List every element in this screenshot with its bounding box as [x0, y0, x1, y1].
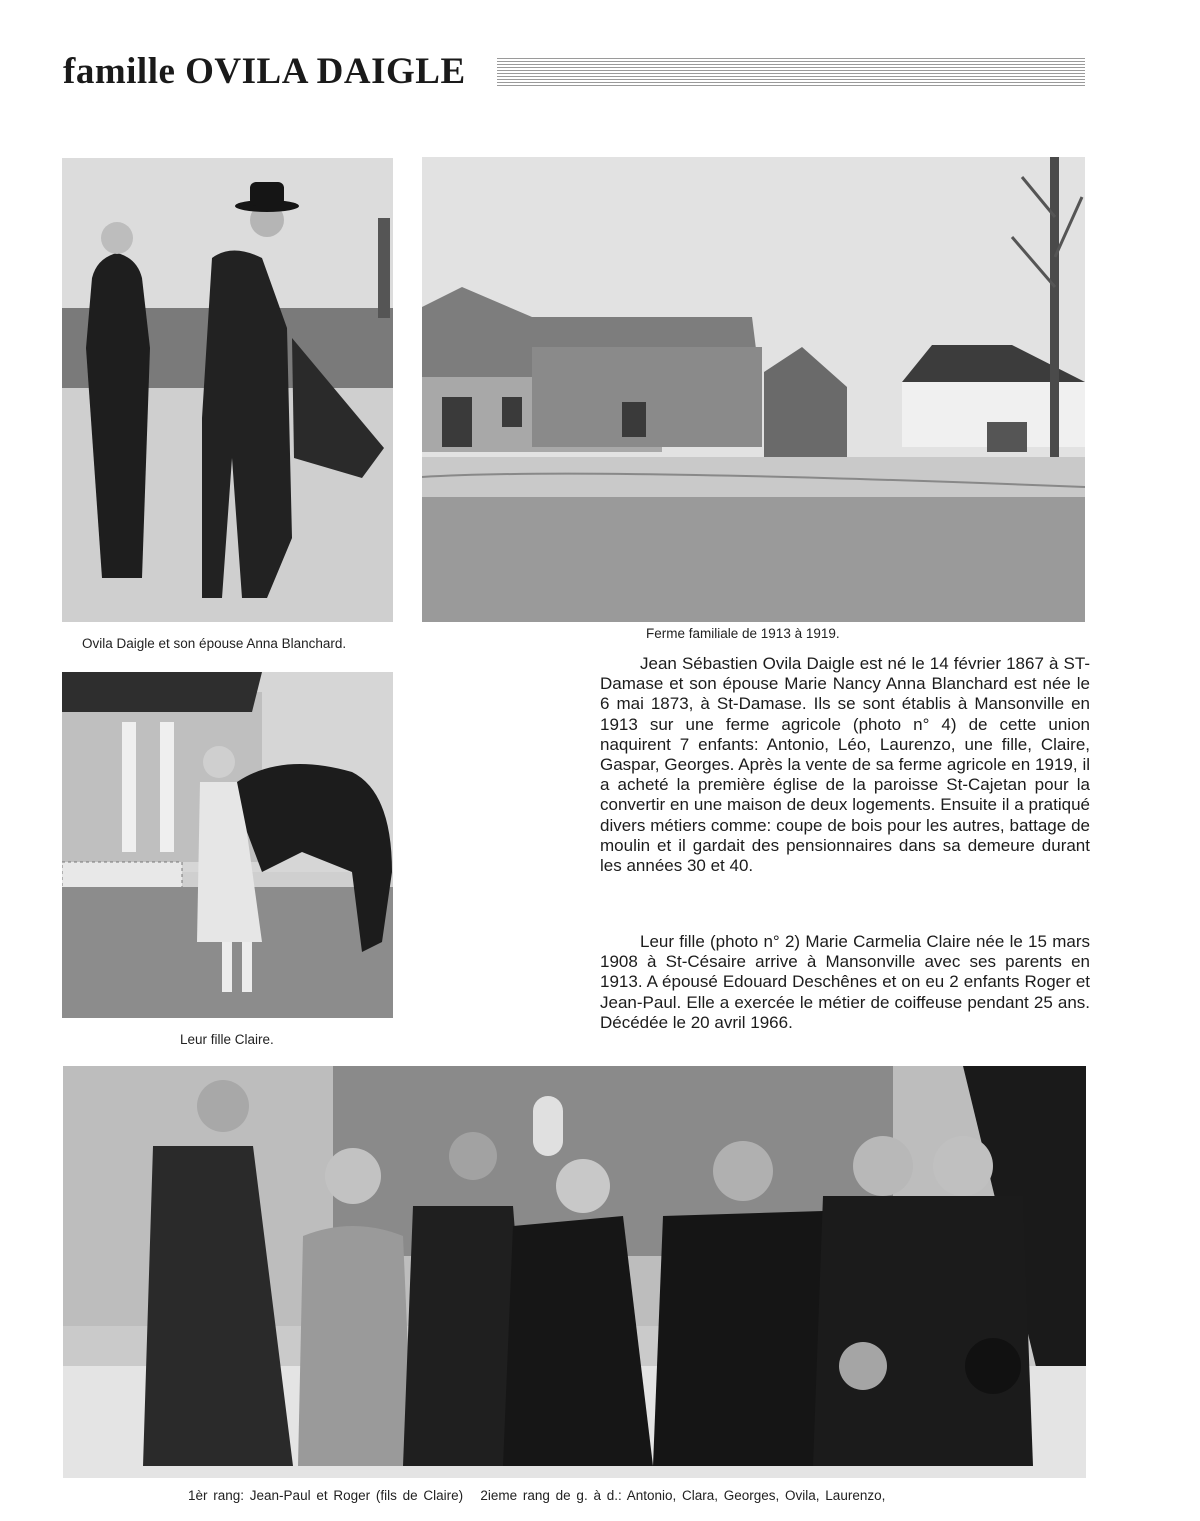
caption-group: 1èr rang: Jean-Paul et Roger (fils de Claire) 2ieme rang de g. à d.: Antonio, Clara, Georges, Ovila, Laurenzo, [188, 1488, 886, 1503]
caption-daughter: Leur fille Claire. [180, 1032, 274, 1047]
article-paragraph-2: Leur fille (photo n° 2) Marie Carmelia Claire née le 15 mars 1908 à St-Césaire arrive à Mansonville avec ses parents en 1913. A épousé Edouard Deschênes et on eu 2 enfants Roger et Jean-Paul. Elle a exercée le métier de coiffeuse pendant 25 ans. Décédée le 20 avril 1966. [600, 932, 1090, 1032]
caption-couple: Ovila Daigle et son épouse Anna Blanchard. [82, 636, 347, 651]
photo-farm [422, 157, 1085, 622]
photo-group [63, 1066, 1086, 1478]
page-title: famille OVILA DAIGLE [63, 51, 466, 92]
photo-daughter [62, 672, 393, 1018]
article-paragraph-1: Jean Sébastien Ovila Daigle est né le 14 février 1867 à ST-Damase et son épouse Marie Nancy Anna Blanchard est née le 6 mai 1873, à St-Damase. Ils se sont établis à Mansonville en 1913 sur une ferme agricole (photo n° 4) de cette union naquirent 7 enfants: Antonio, Léo, Laurenzo, une fille, Claire, Gaspar, Georges. Après la vente de sa ferme agricole en 1919, il a acheté la première église de la paroisse St-Cajetan pour la convertir en une maison de deux logements. Ensuite il a pratiqué divers métiers comme: coupe de bois pour les autres, battage de moulin et il gardait des pensionnaires dans sa demeure durant les années 30 et 40. [600, 654, 1090, 876]
caption-farm: Ferme familiale de 1913 à 1919. [646, 626, 840, 641]
photo-couple [62, 158, 393, 622]
title-rule [497, 58, 1085, 88]
